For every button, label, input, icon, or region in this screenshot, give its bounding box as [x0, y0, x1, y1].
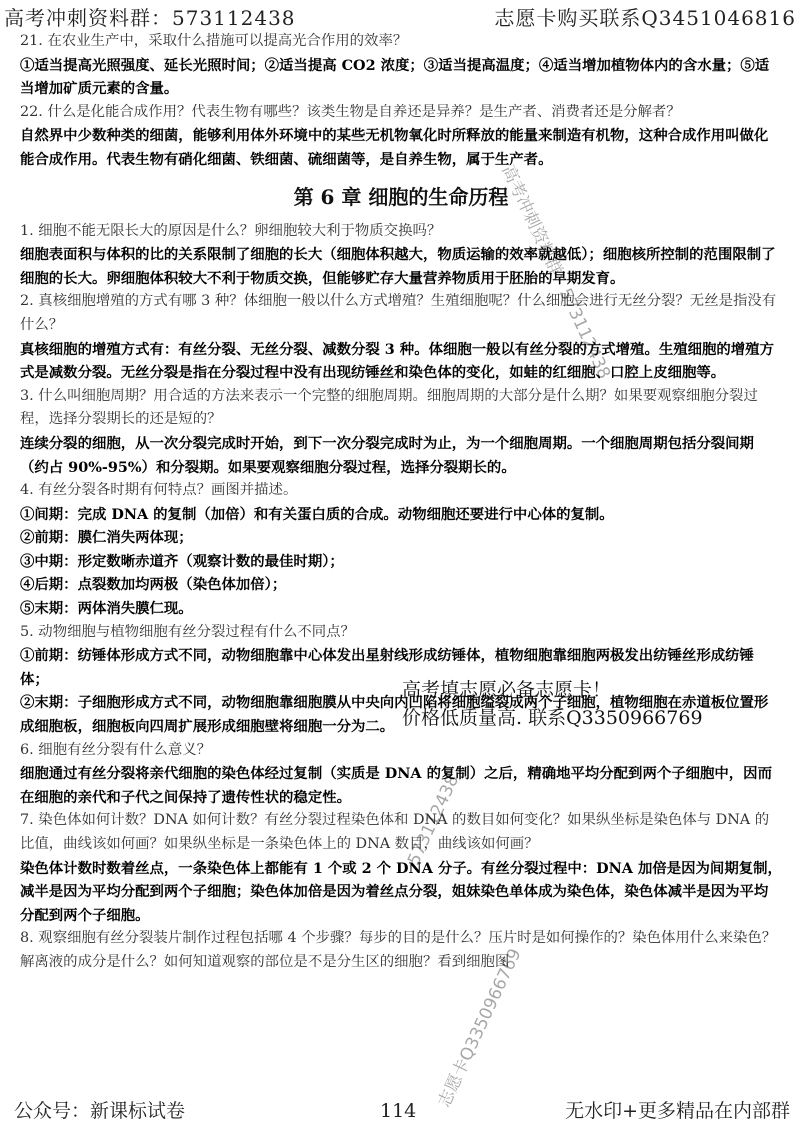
question-text: 22. 什么是化能合成作用？代表生物有哪些？该类生物是自养还是异养？是生产者、消费者还是分解者？ [20, 103, 681, 120]
answer-text: ①前期：纺锤体形成方式不同，动物细胞靠中心体发出星射线形成纺锤体，植物细胞靠细胞两极发出纺锤丝形成纺锤体； [20, 647, 754, 688]
answer-text: ⑤末期：两体消失膜仁现。 [20, 600, 193, 618]
ad-stamp [402, 676, 782, 732]
question-text: 6. 细胞有丝分裂有什么意义？ [20, 741, 211, 758]
document-body [20, 30, 782, 975]
question-text: 5. 动物细胞与植物细胞有丝分裂过程有什么不同点？ [20, 623, 355, 640]
ad-line: 价格低质量高. 联系Q3350966769 [402, 707, 703, 729]
question-text: 8. 观察细胞有丝分裂装片制作过程包括哪 4 个步骤？每步的目的是什么？压片时是如何操作的？染色体用什么来染色？解离液的成分是什么？如何知道观察的部位是不是分生区的细胞？看到细胞图 [20, 930, 777, 970]
page-number: 114 [380, 1100, 417, 1122]
footer-account: 公众号：新课标试卷 [14, 1100, 186, 1122]
answer-text: 细胞表面积与体积的比的关系限制了细胞的长大（细胞体积越大，物质运输的效率就越低）；细胞核所控制的范围限制了细胞的长大。卵细胞体积较大不利于物质交换，但能够贮存大量营养物质用于胚胎的早期发育。 [20, 246, 776, 287]
question-text: 1. 细胞不能无限长大的原因是什么？卵细胞较大利于物质交换吗？ [20, 222, 442, 239]
answer-text: 自然界中少数种类的细菌，能够利用体外环境中的某些无机物氧化时所释放的能量来制造有机物，这种合成作用叫做化能合成作用。代表生物有硝化细菌、铁细菌、硫细菌等，是自养生物，属于生产者。 [20, 127, 769, 168]
question-text: 3. 什么叫细胞周期？用合适的方法来表示一个完整的细胞周期。细胞周期的大部分是什么期？如果要观察细胞分裂过程，选择分裂期长的还是短的？ [20, 387, 758, 428]
diagonal-watermark: 高考冲刺资料群：573112438 [497, 162, 615, 383]
answer-text: 真核细胞的增殖方式有：有丝分裂、无丝分裂、减数分裂 3 种。体细胞一般以有丝分裂的方式增殖。生殖细胞的增殖方式是减数分裂。无丝分裂是指在分裂过程中没有出现纺锤丝和染色体的变化，如蛙的红细胞、口腔上皮细胞等。 [20, 340, 774, 382]
question-text: 21. 在农业生产中，采取什么措施可以提高光合作用的效率？ [20, 33, 408, 49]
answer-text: ④后期：点裂数加均两极（染色体加倍）； [20, 576, 287, 594]
answer-text: ③中期：形定数晰赤道齐（观察计数的最佳时期）； [20, 552, 344, 570]
diagonal-watermark: 573112438 [404, 771, 464, 869]
answer-text: ①间期：完成 DNA 的复制（加倍）和有关蛋白质的合成。动物细胞还要进行中心体的复制。 [20, 505, 614, 523]
answer-text: ②前期：膜仁消失两体现； [20, 529, 193, 547]
diagonal-watermark: 志愿卡Q3350966769 [434, 945, 526, 1111]
header-contact: 志愿卡购买联系Q3451046816 [494, 6, 796, 30]
header-group-number: 高考冲刺资料群：573112438 [4, 6, 296, 30]
answer-text: 染色体计数时数着丝点，一条染色体上都能有 1 个或 2 个 DNA 分子。有丝分裂过程中：DNA 加倍是因为间期复制，减半是因为平均分配到两个子细胞；染色体加倍是因为着丝点分裂，姐妹染色单体成为染色体，染色体减半是因为平均分配到两个子细胞。 [20, 859, 782, 924]
footer-note: 无水印+更多精品在内部群 [565, 1100, 790, 1122]
answer-text: 连续分裂的细胞，从一次分裂完成时开始，到下一次分裂完成时为止，为一个细胞周期。一个细胞周期包括分裂间期（约占 90%-95%）和分裂期。如果要观察细胞分裂过程，选择分裂期长的。 [20, 434, 754, 476]
question-text: 7. 染色体如何计数？DNA 如何计数？有丝分裂过程染色体和 DNA 的数目如何变化？如果纵坐标是染色体与 DNA 的比值，曲线该如何画？如果纵坐标是一条染色体上的 DNA 数目，曲线该如何画？ [20, 812, 770, 852]
answer-text: ①适当提高光照强度、延长光照时间；②适当提高 CO2 浓度；③适当提高温度；④适当增加植物体内的含水量；⑤适当增加矿质元素的含量。 [20, 56, 770, 98]
question-text: 2. 真核细胞增殖的方式有哪 3 种？体细胞一般以什么方式增殖？生殖细胞呢？什么细胞会进行无丝分裂？无丝是指没有什么？ [20, 293, 777, 333]
answer-text: ②末期：子细胞形成方式不同，动物细胞靠细胞膜从中央向内凹陷将细胞缢裂成两个子细胞，植物细胞在赤道板位置形成细胞板，细胞板向四周扩展形成细胞壁将细胞一分为二。 [20, 694, 769, 736]
question-text: 4. 有丝分裂各时期有何特点？画图并描述。 [20, 482, 298, 499]
ad-line: 高考填志愿必备志愿卡！ [402, 679, 612, 701]
answer-text: 细胞通过有丝分裂将亲代细胞的染色体经过复制（实质是 DNA 的复制）之后，精确地平均分配到两个子细胞中，因而在细胞的亲代和子代之间保持了遗传性状的稳定性。 [20, 765, 772, 806]
chapter-title: 第 6 章 细胞的生命历程 [293, 184, 509, 209]
